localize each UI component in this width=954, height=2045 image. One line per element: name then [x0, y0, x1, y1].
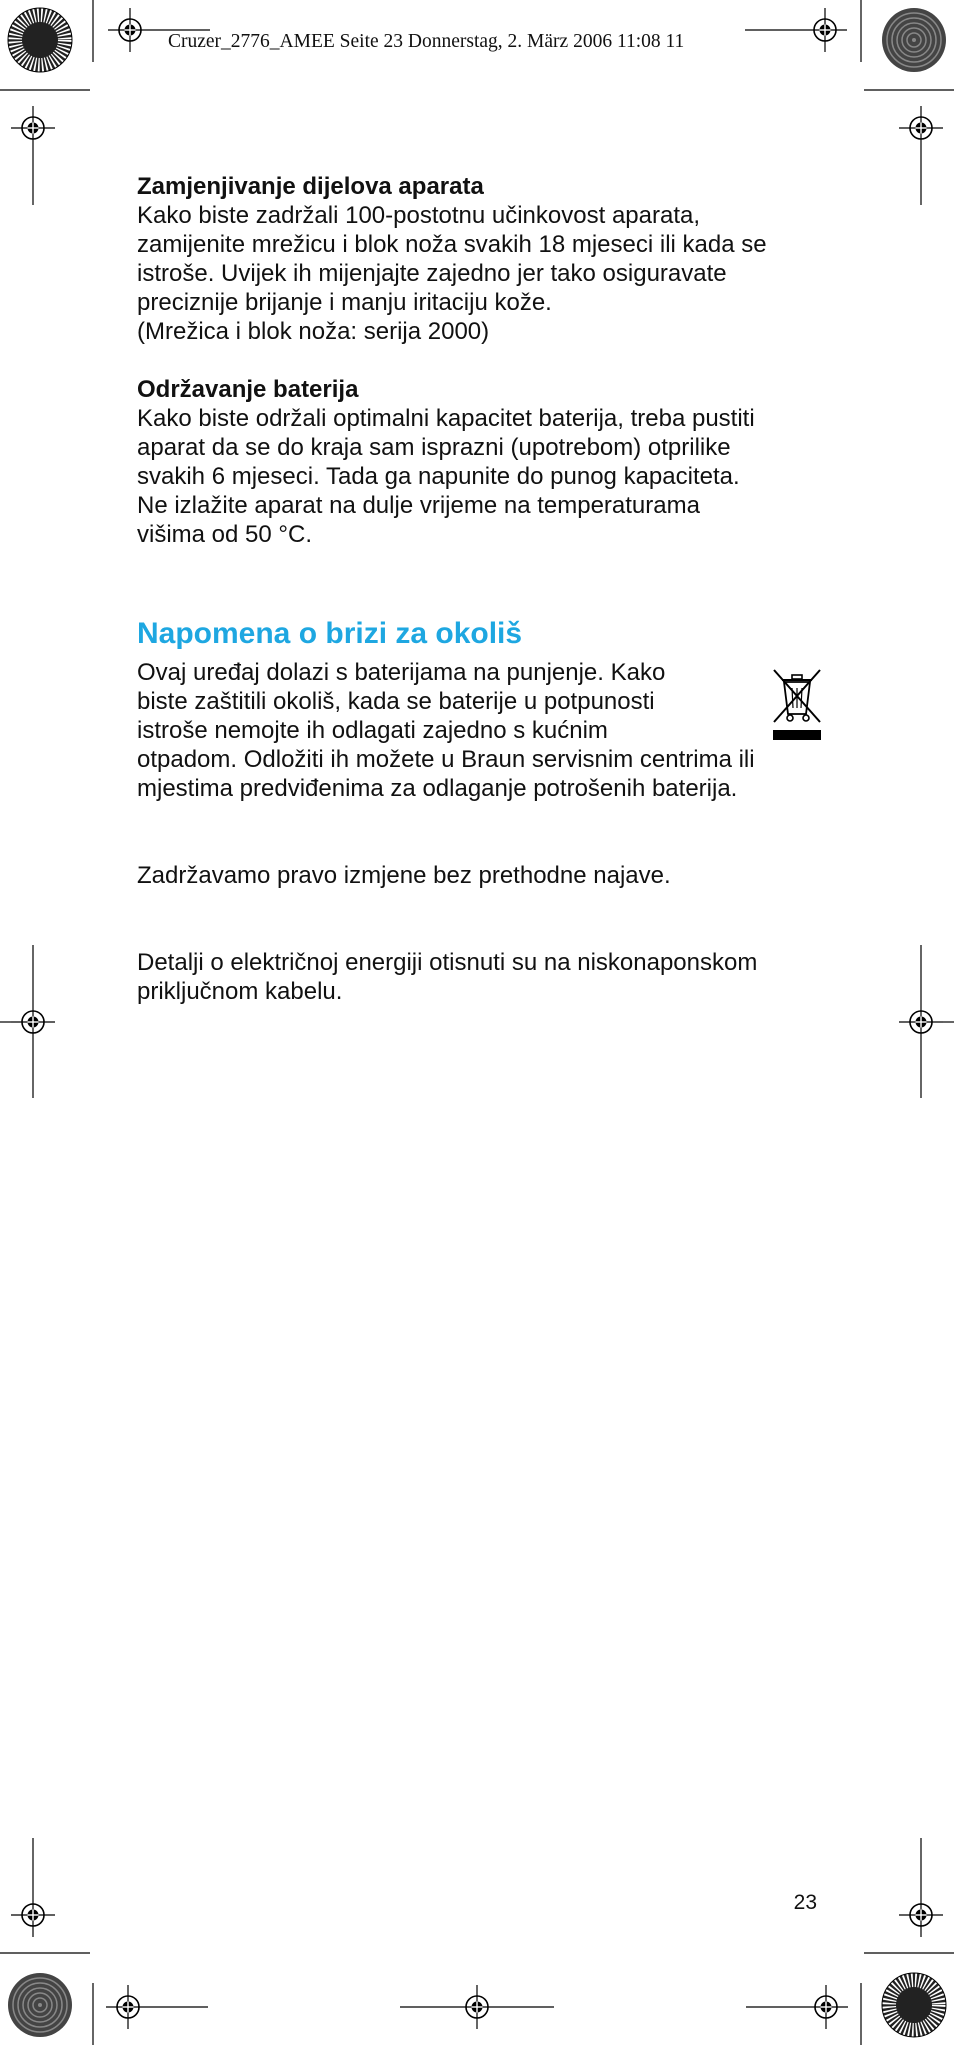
body-line: Kako biste održali optimalni kapacitet baterija, treba pustiti	[137, 405, 755, 432]
body-line: preciznije brijanje i manju iritaciju kože.	[137, 289, 552, 316]
body-line: biste zaštitili okoliš, kada se baterije u potpunosti	[137, 688, 655, 715]
environment-title: Napomena o brizi za okoliš	[137, 617, 523, 650]
notice-text: Zadržavamo pravo izmjene bez prethodne najave.	[137, 862, 671, 889]
page-number: 23	[793, 1891, 817, 1914]
body-line: istroše nemojte ih odlagati zajedno s kućnim	[137, 717, 608, 744]
body-line: svakih 6 mjeseci. Tada ga napunite do punog kapaciteta.	[137, 463, 740, 490]
body-line: Ovaj uređaj dolazi s baterijama na punjenje. Kako	[137, 659, 666, 686]
crossed-out-wheelie-bin-icon	[770, 666, 824, 742]
section-heading: Zamjenjivanje dijelova aparata	[137, 173, 484, 200]
body-line: aparat da se do kraja sam isprazni (upotrebom) otprilike	[137, 434, 731, 461]
body-line: višima od 50 °C.	[137, 521, 312, 548]
body-line: otpadom. Odložiti ih možete u Braun servisnim centrima ili	[137, 746, 755, 773]
environment-section	[137, 658, 827, 803]
body-line: (Mrežica i blok noža: serija 2000)	[137, 318, 490, 345]
body-line: istroše. Uvijek ih mijenjajte zajedno jer tako osiguravate	[137, 260, 727, 287]
body-line: Detalji o električnoj energiji otisnuti su na niskonaponskom	[137, 949, 758, 976]
body-line: priključnom kabelu.	[137, 978, 343, 1005]
page-content	[137, 172, 827, 1006]
section-heading: Održavanje baterija	[137, 376, 359, 403]
body-line: mjestima predviđenima za odlaganje potrošenih baterija.	[137, 775, 738, 802]
section-battery-care	[137, 375, 827, 549]
body-line: Kako biste zadržali 100-postotnu učinkovost aparata,	[137, 202, 701, 229]
body-line: zamijenite mrežicu i blok noža svakih 18 mjeseci ili kada se	[137, 231, 767, 258]
body-line: Ne izlažite aparat na dulje vrijeme na temperaturama	[137, 492, 700, 519]
section-part-replacement	[137, 172, 827, 346]
print-slug-line: Cruzer_2776_AMEE Seite 23 Donnerstag, 2. März 2006 11:08 11	[168, 31, 685, 52]
